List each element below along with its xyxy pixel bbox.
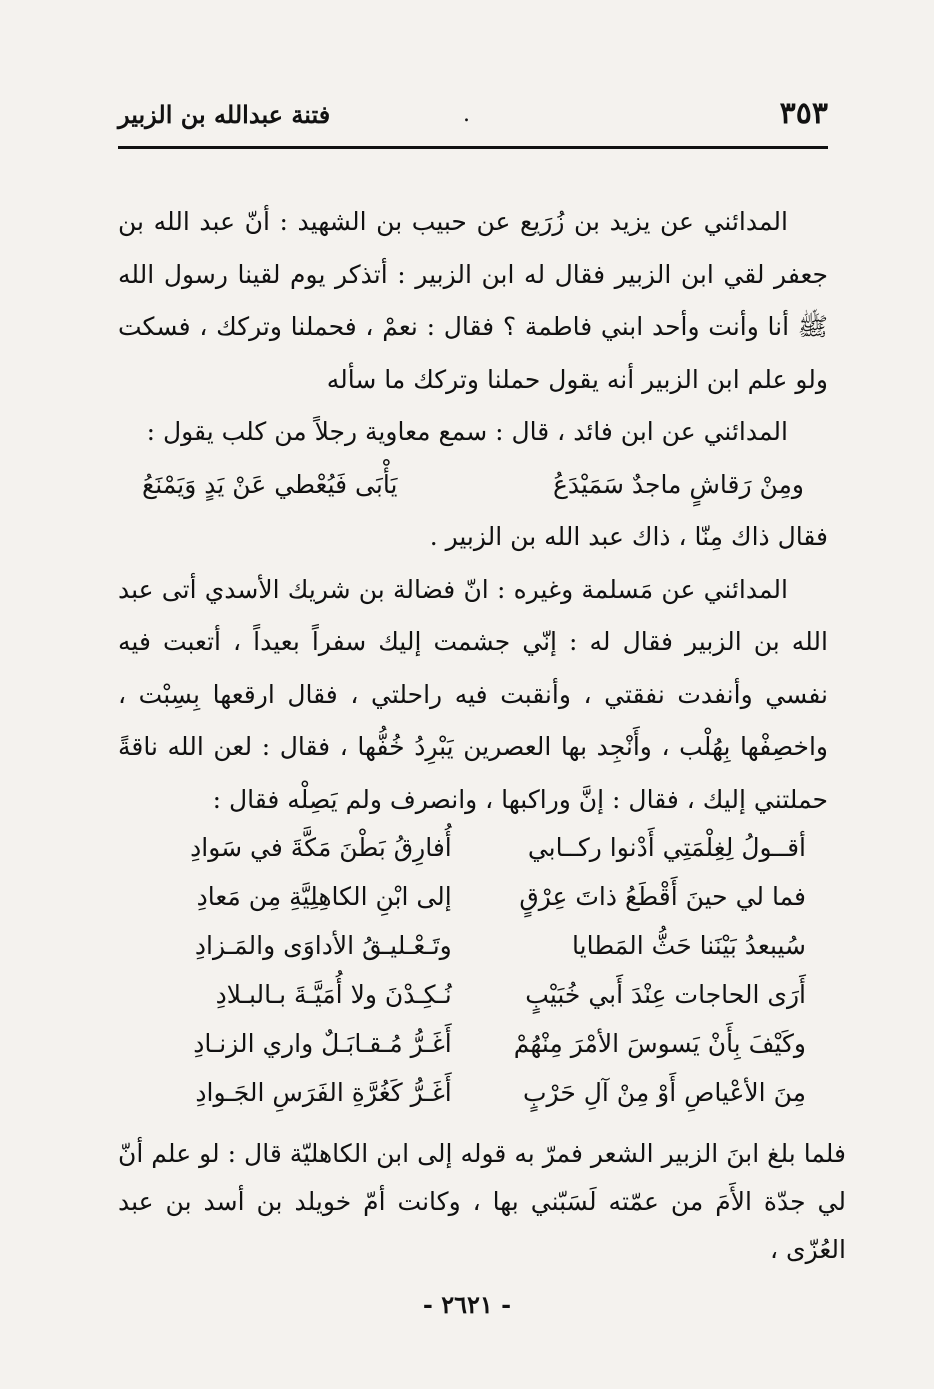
poem-line: [150, 970, 806, 1019]
closing-text: [118, 1130, 846, 1274]
header-dot: .: [463, 102, 470, 127]
chapter-title: فتنة عبدالله بن الزبير: [118, 100, 331, 129]
poem-hemistich-left: أَغَـرُّ مُـقـابَـلٌ واري الزنـادِ: [193, 1029, 452, 1058]
poem-line: [150, 1019, 806, 1068]
paragraph-1: المدائني عن يزيد بن زُرَيع عن حبيب بن الشهيد : أنّ عبد الله بن جعفر لقي ابن الزبير فقال له ابن الزبير : أتذكر يوم لقينا رسول الله ﷺ أنا وأنت وأحد ابني فاطمة ؟ فقال : نعمْ ، فحملنا وتركك ، فسكت ولو علم ابن الزبير أنه يقول حملنا وتركك ما سأله: [118, 207, 828, 394]
poem-hemistich-right: فما لي حينَ أَقْطَعُ ذاتَ عِرْقٍ: [519, 882, 806, 911]
poem-hemistich-right: أقــولُ لِغِلْمَتِي أَدْنوا ركــابي: [527, 833, 806, 862]
poem-hemistich-left: أَغَـرُّ كَغُرَّةِ الفَرَسِ الجَـوادِ: [195, 1078, 452, 1107]
poem-line: [150, 921, 806, 970]
poem-hemistich-right: مِنَ الأعْياصِ أَوْ مِنْ آلِ حَرْبٍ: [523, 1078, 806, 1107]
header-rule: [118, 146, 828, 149]
main-text: [118, 196, 828, 826]
poem-hemistich-right: أَرَى الحاجات عِنْدَ أَبي خُبَيْبٍ: [525, 980, 806, 1009]
poem-line: [150, 1068, 806, 1117]
poem-hemistich-left: وتَـعْـليـقُ الأداوَى والمَـزادِ: [194, 931, 452, 960]
poem-hemistich-left: أُفارِقُ بَطْنَ مَكَّةَ في سَوادِ: [190, 833, 452, 862]
poem-hemistich-right: سُيبعدُ بَيْنَنا حَثُّ المَطايا: [572, 931, 806, 960]
verse-hemistich-2: يَأْبَى فَيُعْطي عَنْ يَدٍ وَيَمْنَعُ: [142, 469, 398, 499]
poem: [150, 823, 806, 1117]
paragraph-5: فلما بلغ ابنَ الزبير الشعر فمرّ به قوله إلى ابن الكاهليّة قال : لو علم أنّ لي جدّة الأَمَ من عمّته لَسَبّني بها ، وكانت أمّ خويلد بن أسد بن عبد العُزّى ،: [118, 1139, 847, 1264]
paragraph-2: المدائني عن ابن فائد ، قال : سمع معاوية رجلاً من كلب يقول :: [146, 417, 788, 446]
page-number: ٣٥٣: [779, 96, 828, 131]
single-verse: [118, 459, 828, 512]
paragraph-3: فقال ذاك مِنّا ، ذاك عبد الله بن الزبير .: [429, 522, 828, 551]
running-header: [118, 96, 828, 144]
footer-page-number: - ٢٦٢١ -: [422, 1290, 512, 1319]
paragraph-4: المدائني عن مَسلمة وغيره : انّ فضالة بن شريك الأسدي أتى عبد الله بن الزبير فقال له : إنّي جشمت إليك سفراً بعيداً ، أتعبت فيه نفسي وأنفدت نفقتي ، وأنقبت فيه راحلتي ، فقال ارقعها بِسِبْت ، واخصِفْها بِهُلْب ، وأَنْجِد بها العصرين يَبْرِدُ خُفُّها ، فقال : لعن الله ناقةً حملتني إليك ، فقال : إنَّ وراكبها ، وانصرف ولم يَصِلْه فقال :: [118, 574, 828, 814]
poem-line: [150, 823, 806, 872]
poem-hemistich-left: إلى ابْنِ الكاهِلِيَّةِ مِن مَعادِ: [196, 882, 452, 911]
poem-line: [150, 872, 806, 921]
poem-hemistich-right: وكَيْفَ بِأَنْ يَسوسَ الأمْرَ مِنْهُمْ: [513, 1029, 806, 1058]
poem-hemistich-left: نُـكِـدْنَ ولا أُمَيَّـةَ بـالبـلادِ: [215, 980, 452, 1009]
verse-hemistich-1: ومِنْ رَقاشٍ ماجدٌ سَمَيْدَعُ: [552, 469, 804, 499]
